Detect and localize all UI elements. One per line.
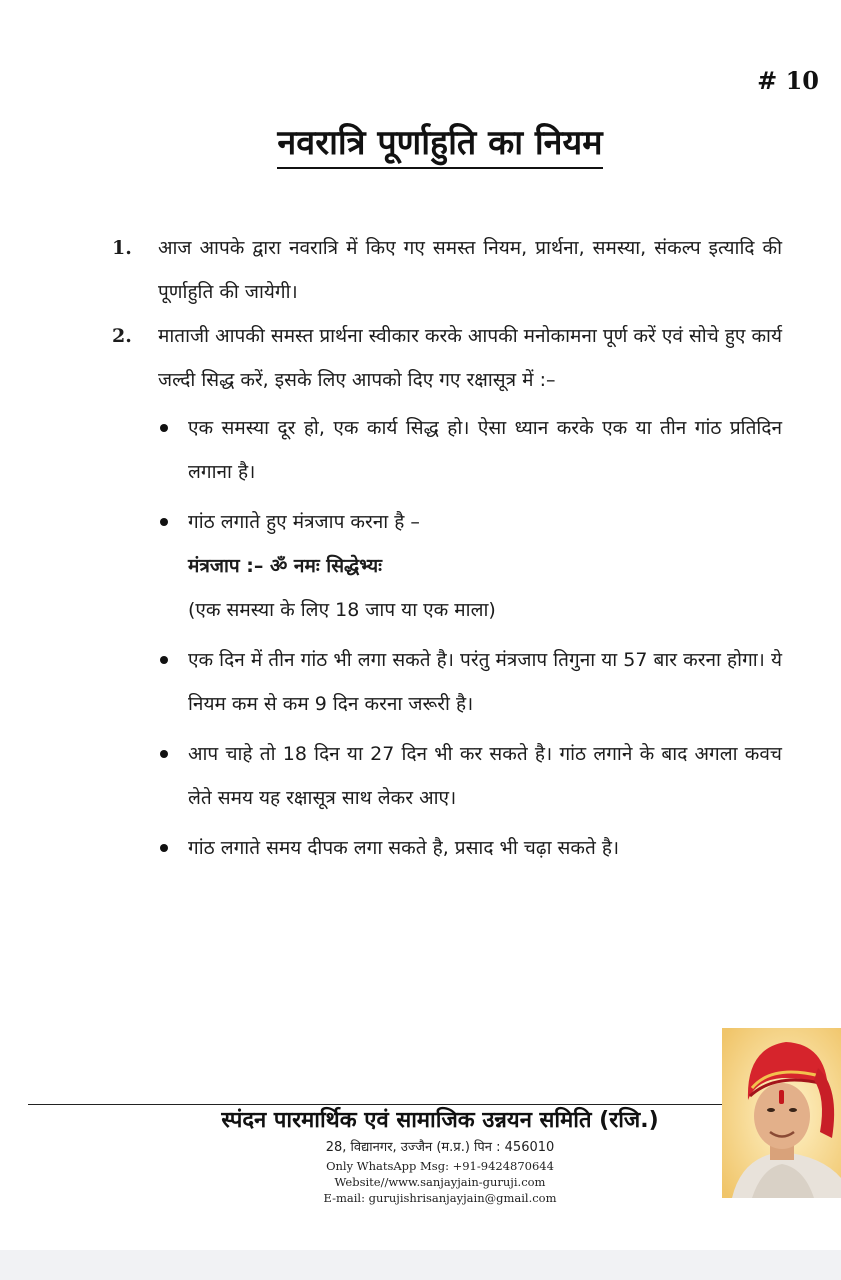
whatsapp-contact: Only WhatsApp Msg: +91-9424870644 — [326, 1159, 554, 1173]
bullet-dot — [160, 844, 168, 852]
bullet-text: आप चाहे तो 18 दिन या 27 दिन भी कर सकते है। गांठ लगाने के बाद अगला कवच लेते समय यह रक्षासूत्र साथ लेकर आए। — [188, 743, 782, 809]
portrait-image — [722, 1028, 841, 1198]
page-title — [0, 118, 841, 164]
website: Website//www.sanjayjain-guruji.com — [334, 1175, 546, 1189]
page-title-text: नवरात्रि पूर्णाहुति का नियम — [277, 123, 602, 169]
item-text: माताजी आपकी समस्त प्रार्थना स्वीकार करके आपकी मनोकामना पूर्ण करें एवं सोचे हुए कार्य जल्दी सिद्ध करें, इसके लिए आपको दिए गए रक्षासूत्र में :– — [158, 325, 782, 391]
guru-photo — [722, 1028, 841, 1198]
bullet-text: गांठ लगाते हुए मंत्रजाप करना है – — [188, 511, 420, 533]
bullet-text: एक दिन में तीन गांठ भी लगा सकते है। परंतु मंत्रजाप तिगुना या 57 बार करना होगा। ये नियम कम से कम 9 दिन करना जरूरी है। — [188, 649, 782, 715]
email: E-mail: gurujishrisanjayjain@gmail.com — [323, 1191, 557, 1205]
page-number: # 10 — [757, 66, 819, 95]
bullet-dot — [160, 424, 168, 432]
bullet-text: एक समस्या दूर हो, एक कार्य सिद्ध हो। ऐसा ध्यान करके एक या तीन गांठ प्रतिदिन लगाना है। — [188, 417, 782, 483]
bullet-item — [112, 732, 782, 820]
numbered-item — [112, 226, 782, 314]
address: 28, विद्यानगर, उज्जैन (म.प्र.) पिन : 456010 — [325, 1140, 555, 1155]
bullet-item — [112, 406, 782, 494]
bullet-dot — [160, 656, 168, 664]
bullet-item — [112, 500, 782, 632]
bullet-dot — [160, 518, 168, 526]
bullet-item — [112, 638, 782, 726]
bottom-strip — [0, 1250, 841, 1280]
footer-divider — [28, 1104, 728, 1105]
footer — [120, 1106, 760, 1206]
organization-name: स्पंदन पारमार्थिक एवं सामाजिक उन्नयन समिति (रजि.) — [221, 1108, 659, 1133]
item-text: आज आपके द्वारा नवरात्रि में किए गए समस्त नियम, प्रार्थना, समस्या, संकल्प इत्यादि की पूर्णाहुति की जायेगी। — [158, 237, 782, 303]
bullet-dot — [160, 750, 168, 758]
mantra-note: (एक समस्या के लिए 18 जाप या एक माला) — [188, 599, 496, 621]
bullet-item — [112, 826, 782, 870]
rules-content — [112, 226, 782, 876]
item-number: 2. — [112, 325, 132, 347]
mantra-text: मंत्रजाप :– ॐ नमः सिद्धेभ्यः — [188, 555, 382, 577]
bullet-text: गांठ लगाते समय दीपक लगा सकते है, प्रसाद भी चढ़ा सकते है। — [188, 837, 620, 859]
bullet-list — [112, 406, 782, 870]
numbered-item — [112, 314, 782, 402]
item-number: 1. — [112, 237, 132, 259]
